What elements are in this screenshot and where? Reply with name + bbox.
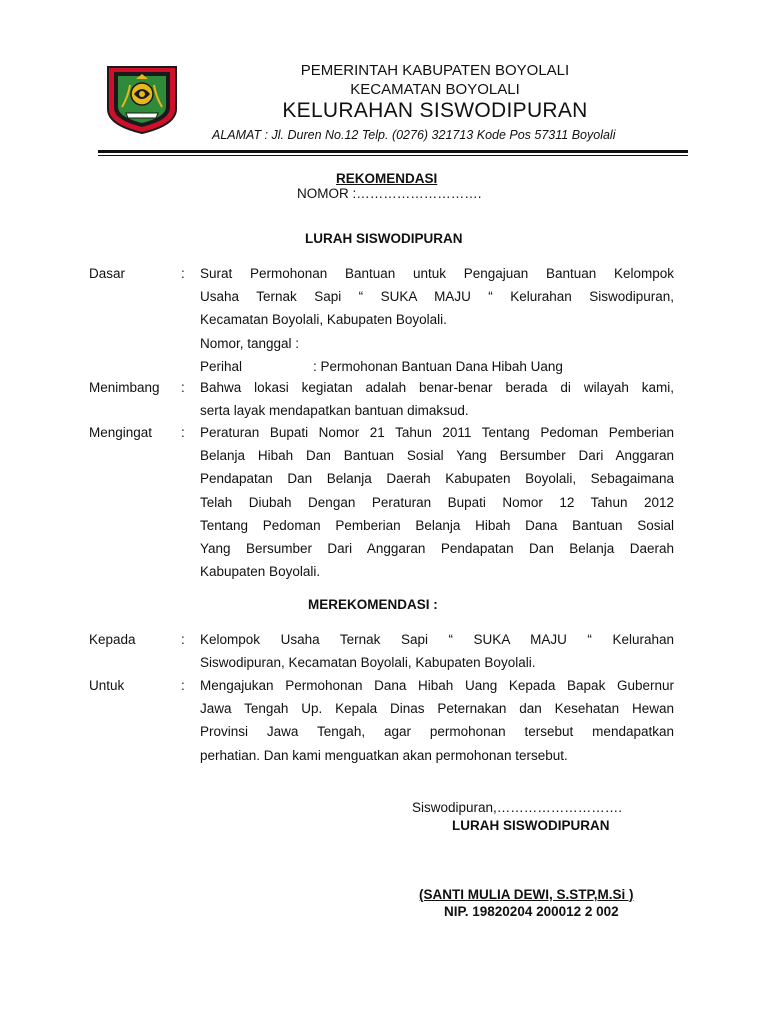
mengingat-colon: : bbox=[181, 425, 185, 440]
perihal-value: : Permohonan Bantuan Dana Hibah Uang bbox=[313, 358, 563, 374]
signature-title: LURAH SISWODIPURAN bbox=[452, 818, 610, 833]
perihal-label: Perihal bbox=[200, 358, 243, 374]
dasar-text bbox=[200, 262, 674, 378]
mengingat-line: Peraturan Bupati Nomor 21 Tahun 2011 Tentang Pedoman Pemberian bbox=[200, 425, 674, 440]
dasar-label: Dasar bbox=[89, 266, 126, 281]
kepada-line: Kelompok Usaha Ternak Sapi “ SUKA MAJU “ Kelurahan bbox=[200, 632, 674, 647]
mengingat-line: Pendapatan Dan Belanja Daerah Kabupaten Boyolali, Sebagaimana bbox=[200, 471, 674, 487]
mengingat-line: Tentang Pedoman Pemberian Belanja Hibah Dana Bantuan Sosial bbox=[200, 517, 674, 533]
mengingat-line: Yang Bersumber Dari Anggaran Pendapatan Dan Belanja Daerah bbox=[200, 540, 674, 556]
mengingat-line: Telah Diubah Dengan Peraturan Bupati Nomor 12 Tahun 2012 bbox=[200, 494, 674, 510]
mengingat-text bbox=[200, 421, 674, 583]
dasar-colon: : bbox=[181, 266, 185, 281]
untuk-line: Mengajukan Permohonan Dana Hibah Uang Kepada Bapak Gubernur bbox=[200, 678, 674, 693]
signature-place-date: Siswodipuran,………………………. bbox=[412, 800, 623, 815]
kepada-colon: : bbox=[181, 632, 185, 647]
mengingat-line: Kabupaten Boyolali. bbox=[200, 564, 321, 580]
mengingat-line: Belanja Hibah Dan Bantuan Sosial Yang Bersumber Dari Anggaran bbox=[200, 448, 674, 464]
dasar-line: Kecamatan Boyolali, Kabupaten Boyolali. bbox=[200, 312, 447, 328]
menimbang-colon: : bbox=[181, 380, 185, 395]
kepada-text bbox=[200, 628, 674, 674]
kepada-line: Siswodipuran, Kecamatan Boyolali, Kabupaten Boyolali. bbox=[200, 655, 536, 671]
untuk-line: Jawa Tengah Up. Kepala Dinas Peternakan dan Kesehatan Hewan bbox=[200, 701, 674, 717]
perihal-line bbox=[200, 355, 674, 378]
header-district: KECAMATAN BOYOLALI bbox=[350, 81, 520, 98]
header-government: PEMERINTAH KABUPATEN BOYOLALI bbox=[300, 62, 570, 79]
letter-title: REKOMENDASI bbox=[336, 171, 438, 186]
dasar-line: Nomor, tanggal : bbox=[200, 335, 300, 351]
header-divider-thick bbox=[98, 150, 688, 153]
dasar-line: Surat Permohonan Bantuan untuk Pengajuan Bantuan Kelompok bbox=[200, 266, 674, 281]
untuk-text bbox=[200, 674, 674, 767]
header-divider-thin bbox=[98, 155, 688, 156]
merekomendasi-heading: MEREKOMENDASI : bbox=[308, 597, 438, 612]
boyolali-regency-crest-icon bbox=[106, 63, 178, 135]
menimbang-text bbox=[200, 376, 674, 422]
mengingat-label: Mengingat bbox=[89, 425, 153, 440]
untuk-line: perhatian. Dan kami menguatkan akan permohonan tersebut. bbox=[200, 747, 568, 763]
header-village: KELURAHAN SISWODIPURAN bbox=[282, 99, 588, 122]
menimbang-line: Bahwa lokasi kegiatan adalah benar-benar berada di wilayah kami, bbox=[200, 380, 674, 395]
letter-issuer: LURAH SISWODIPURAN bbox=[305, 231, 463, 246]
signature-name: (SANTI MULIA DEWI, S.STP,M.Si ) bbox=[419, 887, 634, 902]
dasar-line: Usaha Ternak Sapi “ SUKA MAJU “ Kelurahan Siswodipuran, bbox=[200, 289, 674, 305]
untuk-line: Provinsi Jawa Tengah, agar permohonan tersebut mendapatkan bbox=[200, 724, 674, 740]
letter-number: NOMOR :………………………. bbox=[297, 186, 482, 201]
menimbang-label: Menimbang bbox=[89, 380, 160, 395]
untuk-label: Untuk bbox=[89, 678, 125, 693]
kepada-label: Kepada bbox=[89, 632, 136, 647]
header-address: ALAMAT : Jl. Duren No.12 Telp. (0276) 321713 Kode Pos 57311 Boyolali bbox=[212, 128, 616, 142]
menimbang-line: serta layak mendapatkan bantuan dimaksud. bbox=[200, 403, 469, 419]
signature-nip: NIP. 19820204 200012 2 002 bbox=[444, 904, 619, 919]
untuk-colon: : bbox=[181, 678, 185, 693]
